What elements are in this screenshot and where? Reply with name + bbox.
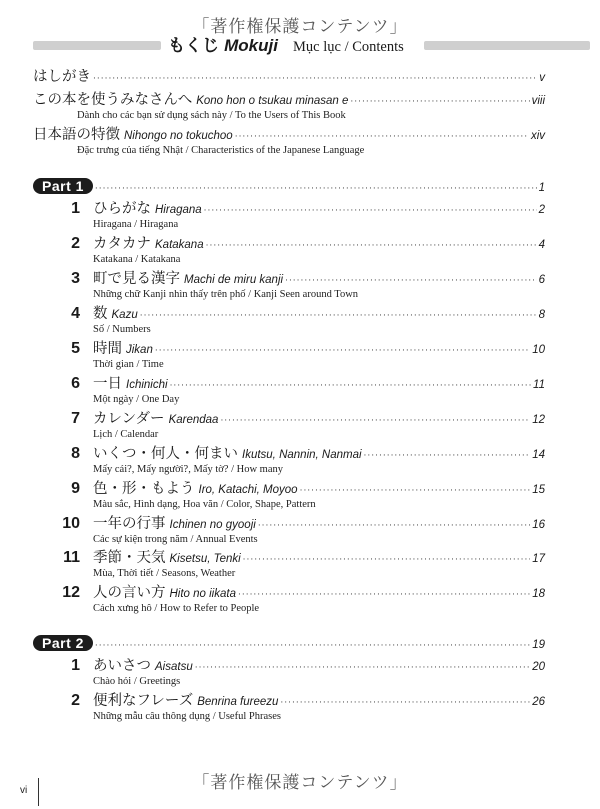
- chapter-number: 1: [71, 657, 80, 674]
- chapter-subtitle: Thời gian / Time: [93, 359, 164, 370]
- chapter-number: 7: [71, 410, 80, 427]
- part-badge: Part 1: [33, 178, 93, 194]
- leader-dots: [204, 204, 537, 218]
- leader-dots: [95, 639, 530, 653]
- leader-dots: [285, 274, 537, 288]
- chapter-number: 6: [71, 375, 80, 392]
- chapter-romaji: Hito no iikata: [169, 588, 236, 600]
- leader-dots: [140, 309, 537, 323]
- chapter-title: 便利なフレーズ: [93, 693, 194, 709]
- chapter-romaji: Katakana: [155, 239, 204, 251]
- chapter-subtitle: Những mẫu câu thông dụng / Useful Phrases: [93, 711, 281, 722]
- chapter-number: 5: [71, 340, 80, 357]
- toc-entry-characteristics[interactable]: [33, 126, 545, 158]
- chapter-romaji: Ichinichi: [126, 379, 168, 391]
- chapter-subtitle: Mùa, Thời tiết / Seasons, Weather: [93, 568, 236, 579]
- toc-entry-preface[interactable]: [33, 68, 545, 86]
- toc-chapter[interactable]: [33, 270, 545, 302]
- leader-dots: [170, 379, 531, 393]
- toc-chapter[interactable]: [33, 549, 545, 581]
- page-number: 20: [532, 661, 545, 673]
- chapter-number: 10: [62, 515, 80, 532]
- toc-chapter[interactable]: [33, 445, 545, 477]
- chapter-subtitle: Lịch / Calendar: [93, 429, 159, 440]
- leader-dots: [195, 661, 530, 675]
- entry-romaji: Kono hon o tsukau minasan e: [196, 95, 349, 107]
- copyright-watermark-bottom: 「著作権保護コンテンツ」: [192, 773, 408, 793]
- title-translation: Mục lục / Contents: [293, 39, 404, 55]
- toc-chapter[interactable]: [33, 657, 545, 689]
- chapter-romaji: Ichinen no gyooji: [169, 519, 256, 531]
- chapter-title: 町で見る漢字: [93, 271, 180, 287]
- chapter-subtitle: Mấy cái?, Mấy người?, Mấy tờ? / How many: [93, 464, 283, 475]
- page-number: 4: [538, 239, 545, 251]
- chapter-title: いくつ・何人・何まい: [93, 446, 238, 462]
- page-number: v: [539, 72, 545, 84]
- leader-dots: [155, 344, 530, 358]
- chapter-subtitle: Katakana / Katakana: [93, 254, 181, 265]
- chapter-number: 3: [71, 270, 80, 287]
- leader-dots: [206, 239, 537, 253]
- chapter-title: 時間: [93, 341, 122, 357]
- page-title: [168, 36, 404, 57]
- page-number: 15: [532, 484, 545, 496]
- chapter-title: あいさつ: [93, 658, 151, 674]
- leader-dots: [364, 449, 531, 463]
- toc-chapter[interactable]: [33, 410, 545, 442]
- chapter-romaji: Kazu: [111, 309, 138, 321]
- toc-chapter[interactable]: [33, 375, 545, 407]
- title-romaji: Mokuji: [224, 36, 278, 55]
- leader-dots: [300, 484, 531, 498]
- toc-chapter[interactable]: [33, 515, 545, 547]
- page-number: 19: [532, 639, 545, 651]
- folio-rule: [38, 778, 39, 806]
- chapter-title: ひらがな: [93, 201, 151, 217]
- page-number: viii: [531, 95, 545, 107]
- chapter-romaji: Iro, Katachi, Moyoo: [198, 484, 298, 496]
- chapter-title: 色・形・もよう: [93, 481, 195, 497]
- page-number: 14: [532, 449, 545, 461]
- entry-romaji: Nihongo no tokuchoo: [124, 130, 233, 142]
- toc-chapter[interactable]: [33, 692, 545, 724]
- chapter-subtitle: Màu sắc, Hình dạng, Hoa văn / Color, Shape, Pattern: [93, 499, 316, 510]
- chapter-romaji: Benrina fureezu: [197, 696, 279, 708]
- page-number: 17: [532, 553, 545, 565]
- toc-entry-to-users[interactable]: [33, 91, 545, 123]
- leader-dots: [93, 72, 537, 86]
- page-number: 2: [538, 204, 545, 216]
- chapter-number: 11: [63, 549, 80, 566]
- page-number: 11: [533, 379, 545, 391]
- copyright-watermark-top: 「著作権保護コンテンツ」: [192, 17, 408, 37]
- page-number: 18: [532, 588, 545, 600]
- toc-part-2[interactable]: [33, 635, 545, 653]
- page-number: 6: [538, 274, 545, 286]
- leader-dots: [95, 182, 537, 196]
- entry-title: はしがき: [33, 69, 91, 85]
- chapter-subtitle: Số / Numbers: [93, 324, 151, 335]
- chapter-romaji: Karendaa: [168, 414, 219, 426]
- leader-dots: [350, 95, 529, 109]
- chapter-title: 季節・天気: [93, 550, 166, 566]
- toc-chapter[interactable]: [33, 340, 545, 372]
- entry-title: 日本語の特徴: [33, 127, 120, 143]
- chapter-romaji: Machi de miru kanji: [184, 274, 284, 286]
- chapter-title: 一日: [93, 376, 122, 392]
- page-number: 26: [532, 696, 545, 708]
- chapter-romaji: Jikan: [126, 344, 153, 356]
- chapter-romaji: Kisetsu, Tenki: [169, 553, 241, 565]
- entry-subtitle: Đặc trưng của tiếng Nhật / Characteristics of the Japanese Language: [77, 145, 365, 156]
- chapter-title: カレンダー: [93, 411, 165, 427]
- entry-title: この本を使うみなさんへ: [33, 92, 193, 108]
- leader-dots: [235, 130, 529, 144]
- chapter-subtitle: Chào hỏi / Greetings: [93, 676, 181, 687]
- toc-chapter[interactable]: [33, 200, 545, 232]
- chapter-romaji: Ikutsu, Nannin, Nanmai: [242, 449, 362, 461]
- title-japanese: もくじ: [168, 36, 219, 56]
- chapter-title: 一年の行事: [93, 516, 166, 532]
- header-rule-right: [424, 41, 590, 50]
- chapter-subtitle: Cách xưng hô / How to Refer to People: [93, 603, 260, 614]
- chapter-number: 2: [71, 235, 80, 252]
- toc-chapter[interactable]: [33, 235, 545, 267]
- toc-chapter[interactable]: [33, 584, 545, 616]
- page-number: 1: [538, 182, 545, 194]
- chapter-subtitle: Những chữ Kanji nhìn thấy trên phố / Kanji Seen around Town: [93, 289, 359, 300]
- chapter-number: 8: [71, 445, 80, 462]
- contents-header: [0, 36, 600, 56]
- chapter-title: カタカナ: [93, 236, 151, 252]
- entry-subtitle: Dành cho các bạn sử dụng sách này / To the Users of This Book: [77, 110, 346, 121]
- page-number: 8: [538, 309, 545, 321]
- chapter-romaji: Aisatsu: [155, 661, 193, 673]
- leader-dots: [280, 696, 530, 710]
- header-rule-left: [33, 41, 161, 50]
- folio-page-number: vi: [20, 785, 28, 796]
- chapter-subtitle: Các sự kiện trong năm / Annual Events: [93, 534, 258, 545]
- leader-dots: [220, 414, 530, 428]
- toc-chapter[interactable]: [33, 480, 545, 512]
- chapter-subtitle: Một ngày / One Day: [93, 394, 180, 405]
- chapter-subtitle: Hiragana / Hiragana: [93, 219, 179, 230]
- page-number: xiv: [530, 130, 545, 142]
- leader-dots: [258, 519, 530, 533]
- leader-dots: [243, 553, 531, 567]
- page-number: 10: [532, 344, 545, 356]
- toc-part-1[interactable]: [33, 178, 545, 196]
- chapter-number: 1: [71, 200, 80, 217]
- part-badge: Part 2: [33, 635, 93, 651]
- page-number: 12: [532, 414, 545, 426]
- chapter-number: 2: [71, 692, 80, 709]
- chapter-number: 9: [71, 480, 80, 497]
- chapter-title: 数: [93, 306, 108, 322]
- leader-dots: [238, 588, 530, 602]
- page-number: 16: [532, 519, 545, 531]
- chapter-romaji: Hiragana: [155, 204, 202, 216]
- chapter-number: 4: [71, 305, 80, 322]
- chapter-number: 12: [62, 584, 80, 601]
- chapter-title: 人の言い方: [93, 585, 166, 601]
- toc-chapter[interactable]: [33, 305, 545, 337]
